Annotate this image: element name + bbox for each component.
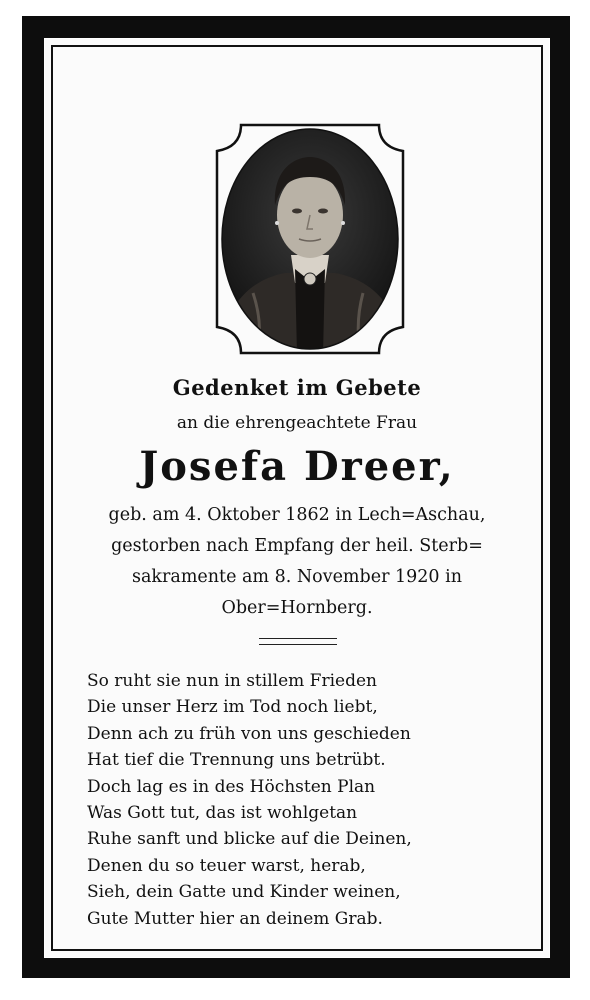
portrait-frame: [213, 123, 407, 355]
poem-line: Ruhe sanft und blicke auf die Deinen,: [87, 829, 412, 850]
poem: [87, 668, 527, 932]
poem-line: Sieh, dein Gatte und Kinder weinen,: [87, 882, 401, 903]
poem-line: Denn ach zu früh von uns geschieden: [87, 723, 411, 744]
poem-line: Was Gott tut, das ist wohlgetan: [87, 803, 358, 824]
heading: Gedenket im Gebete: [172, 375, 422, 400]
poem-line: Doch lag es in des Höchsten Plan: [87, 776, 376, 797]
poem-line: Denen du so teuer warst, herab,: [87, 855, 366, 876]
poem-line: Gute Mutter hier an deinem Grab.: [87, 908, 383, 929]
memorial-card: [22, 16, 570, 978]
bio-line: Ober=Hornberg.: [221, 598, 373, 618]
poem-line: Hat tief die Trennung uns betrübt.: [87, 750, 386, 771]
poem-line: So ruht sie nun in stillem Frieden: [87, 671, 377, 691]
card-paper: [44, 38, 550, 958]
bio-line: geb. am 4. Oktober 1862 in Lech=Aschau,: [108, 505, 486, 525]
divider: [259, 638, 337, 645]
deceased-name: Josefa Dreer,: [139, 443, 455, 490]
bio-line: sakramente am 8. November 1920 in: [132, 567, 462, 587]
portrait-photo: [213, 123, 407, 355]
subheading: an die ehrengeachtete Frau: [176, 413, 418, 433]
bio-line: gestorben nach Empfang der heil. Sterb=: [111, 536, 483, 556]
poem-line: Die unser Herz im Tod noch liebt,: [87, 697, 378, 718]
